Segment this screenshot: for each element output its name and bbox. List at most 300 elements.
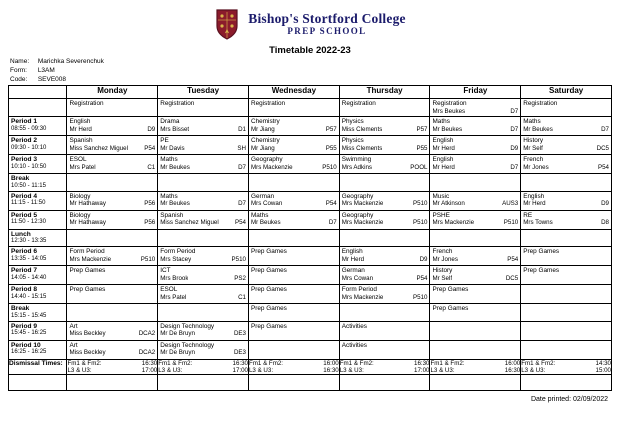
lesson-room: P510 [413,293,428,301]
lesson-subject: Prep Games [69,267,106,275]
lesson-cell-content [249,285,339,303]
lesson-subject: Prep Games [432,286,469,294]
lesson-cell-content [430,155,520,173]
lesson-detail [432,145,518,152]
lesson-room: D8 [601,219,609,227]
lesson-detail [160,275,246,282]
lesson-subject: French [432,248,453,256]
lesson-cell-content [67,117,157,135]
lesson-cell-content [249,304,339,320]
cell-wednesday-r2[interactable] [248,155,339,174]
cell-friday-r7[interactable] [430,247,521,266]
lesson-cell-content [521,117,611,135]
period-time: 08:55 - 09:30 [11,125,47,132]
period-label-cell [9,117,67,136]
grid-spacer-cell [339,374,430,390]
lesson-detail [251,200,337,207]
cell-thursday-r6[interactable] [339,229,430,246]
cell-thursday-r2[interactable] [339,155,430,174]
cell-wednesday-r11[interactable] [248,321,339,340]
cell-tuesday-r10[interactable] [158,304,249,321]
cell-tuesday-r7[interactable] [158,247,249,266]
cell-thursday-r4[interactable] [339,191,430,210]
dismissal-cell-monday [67,359,158,374]
cell-monday-r0[interactable] [67,117,158,136]
lesson-cell-content [249,341,339,359]
cell-friday-r6[interactable] [430,229,521,246]
cell-monday-r10[interactable] [67,304,158,321]
lesson-room: DC5 [596,144,609,152]
lesson-cell-content [158,285,248,303]
grid-spacer-row [9,374,612,390]
lesson-detail [432,200,518,207]
period-label-cell [9,304,67,321]
cell-saturday-r6[interactable] [521,229,612,246]
lesson-cell-content [67,211,157,229]
lesson-detail [160,256,246,263]
lesson-teacher: Mr Atkinson [432,200,465,208]
lesson-cell-content [521,230,611,246]
lesson-detail [342,164,428,171]
cell-tuesday-r5[interactable] [158,210,249,229]
lesson-cell-content [430,266,520,284]
period-row [9,191,612,210]
lesson-cell-content [521,174,611,190]
grid-spacer-cell [67,374,158,390]
period-time: 16:25 - 16:25 [11,349,47,356]
grid-spacer-cell [430,374,521,390]
period-row [9,285,612,304]
lesson-cell-content [430,117,520,135]
dismissal-line-fm [158,360,248,367]
cell-monday-r11[interactable] [67,321,158,340]
lesson-subject: Biology [69,211,91,219]
lesson-room: P54 [597,163,609,171]
cell-monday-r2[interactable] [67,155,158,174]
lesson-room: POOL [410,163,428,171]
period-label-content [9,211,66,227]
lesson-subject: English [432,156,454,164]
lesson-cell-content [521,192,611,210]
cell-friday-r11[interactable] [430,321,521,340]
lesson-subject: Maths [523,118,541,126]
period-label-cell [9,174,67,191]
page-title: Timetable 2022-23 [269,45,351,56]
lesson-cell-content [521,136,611,154]
registration-row-label [9,99,67,117]
lesson-subject: Prep Games [250,305,287,313]
period-row [9,247,612,266]
dismissal-cell-saturday [521,359,612,374]
lesson-subject: Maths [432,118,450,126]
cell-monday-r5[interactable] [67,210,158,229]
cell-wednesday-r9[interactable] [248,285,339,304]
lesson-cell-content [430,341,520,359]
cell-wednesday-r4[interactable] [248,191,339,210]
lesson-detail [523,164,609,171]
lesson-cell-content [521,341,611,359]
cell-wednesday-r7[interactable] [248,247,339,266]
lesson-teacher: Miss Sanchez Miguel [160,219,219,227]
cell-friday-r9[interactable] [430,285,521,304]
dismissal-value-fm: 14:30 [595,359,611,367]
lesson-teacher: Mr De Bruyn [160,330,195,338]
lesson-detail [523,126,609,133]
lesson-cell-content [340,155,430,173]
lesson-detail [342,275,428,282]
cell-tuesday-r2[interactable] [158,155,249,174]
lesson-subject: English [432,137,454,145]
period-label-content [9,341,66,357]
cell-tuesday-r11[interactable] [158,321,249,340]
registration-cell-content [67,99,157,116]
cell-monday-r1[interactable] [67,136,158,155]
cell-saturday-r9[interactable] [521,285,612,304]
registration-label: Registration [160,100,195,108]
lesson-detail [69,349,155,356]
registration-cell-thursday[interactable] [339,99,430,117]
lesson-detail [523,200,609,207]
lesson-room: DCA2 [138,349,156,357]
registration-label: Registration [341,100,376,108]
cell-monday-r3[interactable] [67,174,158,191]
period-label-content [9,230,66,246]
cell-saturday-r1[interactable] [521,136,612,155]
lesson-subject: Prep Games [432,305,469,313]
lesson-subject: History [432,267,453,275]
lesson-room: C1 [147,163,156,171]
period-name: Period 1 [11,118,38,126]
lesson-room: D7 [510,163,519,171]
lesson-cell-content [249,322,339,340]
cell-friday-r4[interactable] [430,191,521,210]
lesson-detail [160,126,246,133]
lesson-subject: Design Technology [160,322,215,330]
lesson-cell-content [430,136,520,154]
lesson-room: P55 [325,144,337,152]
cell-wednesday-r12[interactable] [248,340,339,359]
lesson-cell-content [340,322,430,340]
dismissal-key-l3u3: L3 & U3: [67,366,92,374]
lesson-teacher: Mr Herd [432,144,455,152]
cell-tuesday-r0[interactable] [158,117,249,136]
lesson-cell-content [67,230,157,246]
lesson-detail [251,126,337,133]
lesson-subject: Prep Games [250,286,287,294]
lesson-cell-content [67,192,157,210]
lesson-room: D9 [147,125,156,133]
cell-friday-r2[interactable] [430,155,521,174]
lesson-cell-content [340,211,430,229]
cell-saturday-r2[interactable] [521,155,612,174]
lesson-cell-content [249,174,339,190]
dismissal-value-fm: 16:30 [232,359,248,367]
period-time: 12:30 - 13:35 [11,238,47,245]
cell-tuesday-r3[interactable] [158,174,249,191]
cell-friday-r0[interactable] [430,117,521,136]
school-name: Bishop's Stortford College [248,10,406,26]
lesson-subject: Art [69,322,78,330]
period-time: 10:10 - 10:50 [11,163,47,170]
period-label-content [9,117,66,133]
dismissal-key-l3u3: L3 & U3: [158,366,183,374]
cell-friday-r3[interactable] [430,174,521,191]
cell-saturday-r11[interactable] [521,321,612,340]
cell-saturday-r12[interactable] [521,340,612,359]
cell-monday-r9[interactable] [67,285,158,304]
cell-tuesday-r4[interactable] [158,191,249,210]
meta-name-line [10,58,612,67]
lesson-room: D7 [510,125,519,133]
period-label-content [9,192,66,208]
cell-saturday-r5[interactable] [521,210,612,229]
day-header-saturday: Saturday [521,86,612,99]
lesson-cell-content [430,304,520,320]
period-time: 13:35 - 14:05 [11,255,47,262]
cell-friday-r1[interactable] [430,136,521,155]
lesson-cell-content [249,230,339,246]
cell-saturday-r8[interactable] [521,266,612,285]
period-label-cell [9,155,67,174]
lesson-cell-content [158,322,248,340]
registration-label: Registration [523,100,558,108]
lesson-cell-content [249,266,339,284]
registration-label: Registration [432,100,467,108]
cell-thursday-r3[interactable] [339,174,430,191]
dismissal-key-fm: Fm1 & Fm2: [67,359,102,367]
cell-monday-r12[interactable] [67,340,158,359]
registration-row [9,99,612,117]
lesson-cell-content [430,211,520,229]
registration-detail [432,108,518,115]
lesson-subject: Prep Games [69,286,106,294]
dismissal-key-l3u3: L3 & U3: [339,366,364,374]
period-time: 15:45 - 16:25 [11,330,47,337]
cell-wednesday-r10[interactable] [248,304,339,321]
cell-wednesday-r3[interactable] [248,174,339,191]
lesson-teacher: Mr Jiang [250,125,275,133]
break-row [9,174,612,191]
lesson-subject: History [523,137,544,145]
lesson-subject: Chemistry [250,137,280,145]
dismissal-key-fm: Fm1 & Fm2: [248,359,284,367]
cell-friday-r5[interactable] [430,210,521,229]
lesson-subject: RE [523,211,533,219]
period-name: Break [11,305,30,313]
period-name: Period 7 [11,267,38,275]
period-time: 09:30 - 10:10 [11,144,47,151]
lesson-detail [432,219,518,226]
lesson-subject: Chemistry [250,118,280,126]
cell-thursday-r12[interactable] [339,340,430,359]
lesson-teacher: Mr Beukes [250,219,281,227]
cell-wednesday-r0[interactable] [248,117,339,136]
period-label-content [9,285,66,301]
lesson-room: P54 [325,200,337,208]
period-time: 11:15 - 11:50 [11,200,46,207]
registration-cell-content [340,99,430,116]
dismissal-line-fm [521,360,611,367]
lesson-subject: Maths [250,211,269,219]
period-row [9,155,612,174]
lesson-detail [523,219,609,226]
lesson-cell-content [67,322,157,340]
registration-cell-tuesday[interactable] [158,99,249,117]
period-time: 11:50 - 12:30 [11,219,46,226]
cell-monday-r4[interactable] [67,191,158,210]
dismissal-value-l3u3: 17:00 [232,366,248,374]
period-label-content [9,266,66,282]
lesson-room: AUS3 [502,200,519,208]
period-label-content [9,136,66,152]
cell-wednesday-r8[interactable] [248,266,339,285]
lesson-detail [160,200,246,207]
lesson-subject: Geography [341,211,374,219]
cell-monday-r8[interactable] [67,266,158,285]
cell-wednesday-r6[interactable] [248,229,339,246]
lesson-subject: Biology [69,192,91,200]
lesson-cell-content [340,266,430,284]
lesson-detail [432,256,518,263]
dismissal-value-l3u3: 17:00 [414,366,430,374]
lesson-cell-content [249,136,339,154]
cell-thursday-r11[interactable] [339,321,430,340]
grid-spacer-cell [521,374,612,390]
lesson-cell-content [67,247,157,265]
registration-room: D7 [510,107,519,115]
cell-thursday-r7[interactable] [339,247,430,266]
lesson-room: D9 [419,255,428,263]
lesson-subject: Form Period [160,248,196,256]
lesson-teacher: Mr Herd [523,200,546,208]
dismissal-label: Dismissal Times: [9,359,63,367]
dismissal-cell-tuesday [158,359,249,374]
grid-corner [9,86,67,99]
lesson-cell-content [158,341,248,359]
lesson-teacher: Mr Herd [341,255,365,263]
lesson-cell-content [249,247,339,265]
lesson-subject: Prep Games [250,248,287,256]
lesson-cell-content [158,174,248,190]
dismissal-cell-thursday [339,359,430,374]
registration-cell-wednesday[interactable] [248,99,339,117]
cell-thursday-r9[interactable] [339,285,430,304]
lesson-cell-content [67,266,157,284]
cell-monday-r6[interactable] [67,229,158,246]
cell-saturday-r10[interactable] [521,304,612,321]
meta-name-value: Marichka Severenchuk [37,58,104,65]
cell-thursday-r10[interactable] [339,304,430,321]
registration-cell-saturday[interactable] [521,99,612,117]
lesson-subject: Spanish [160,211,184,219]
lesson-cell-content [158,304,248,320]
cell-thursday-r8[interactable] [339,266,430,285]
lesson-subject: Maths [160,192,178,200]
school-subtitle: PREP SCHOOL [287,25,367,36]
dismissal-label-cell [9,359,67,374]
dismissal-value-fm: 16:00 [323,359,339,367]
lesson-cell-content [158,247,248,265]
day-header-friday: Friday [430,86,521,99]
lesson-room: P55 [416,144,428,152]
cell-saturday-r7[interactable] [521,247,612,266]
lesson-teacher: Mrs Stacey [160,255,192,263]
lesson-detail [69,145,155,152]
lesson-cell-content [340,136,430,154]
school-crest-icon [214,8,240,40]
cell-wednesday-r5[interactable] [248,210,339,229]
lesson-subject: Prep Games [250,322,287,330]
break-row [9,229,612,246]
lesson-cell-content [340,304,430,320]
lesson-subject: Geography [250,156,283,164]
period-name: Period 10 [11,341,41,349]
lesson-cell-content [430,230,520,246]
period-label-content [9,155,66,171]
cell-tuesday-r9[interactable] [158,285,249,304]
lesson-cell-content [158,136,248,154]
registration-label: Registration [250,100,286,108]
lesson-teacher: Miss Clements [341,144,383,152]
registration-cell-friday[interactable] [430,99,521,117]
lesson-cell-content [521,304,611,320]
dismissal-line-fm [249,360,339,367]
cell-monday-r7[interactable] [67,247,158,266]
cell-tuesday-r8[interactable] [158,266,249,285]
meta-code-value: SEVE008 [37,75,66,83]
cell-thursday-r1[interactable] [339,136,430,155]
lesson-room: D9 [601,200,609,208]
printed-date: Date printed: 02/09/2022 [530,395,608,403]
cell-saturday-r0[interactable] [521,117,612,136]
cell-thursday-r5[interactable] [339,210,430,229]
cell-thursday-r0[interactable] [339,117,430,136]
cell-saturday-r3[interactable] [521,174,612,191]
cell-tuesday-r12[interactable] [158,340,249,359]
day-header-row [9,86,612,99]
lesson-teacher: Mrs Mackenzie [341,200,384,208]
lesson-cell-content [521,211,611,229]
cell-friday-r12[interactable] [430,340,521,359]
lesson-room: P54 [144,144,156,152]
lesson-teacher: Mrs Mackenzie [250,163,293,171]
cell-tuesday-r1[interactable] [158,136,249,155]
cell-wednesday-r1[interactable] [248,136,339,155]
dismissal-line-l3u3 [67,367,157,374]
cell-saturday-r4[interactable] [521,191,612,210]
lesson-room: PS2 [234,274,246,282]
lesson-room: P56 [144,219,156,227]
cell-tuesday-r6[interactable] [158,229,249,246]
lesson-room: P57 [416,125,428,133]
period-name: Period 4 [11,192,38,200]
lesson-subject: ESOL [160,286,178,294]
dismissal-value-fm: 16:30 [141,359,158,367]
lesson-subject: Music [432,192,450,200]
lesson-cell-content [67,341,157,359]
meta-code-label: Code: [10,75,28,83]
period-label-cell [9,136,67,155]
cell-friday-r10[interactable] [430,304,521,321]
lesson-teacher: Miss Beckley [69,330,106,338]
lesson-room: P510 [322,163,337,171]
dismissal-value-fm: 16:30 [414,359,430,367]
lesson-detail [342,126,428,133]
cell-friday-r8[interactable] [430,266,521,285]
lesson-detail [69,126,155,133]
registration-cell-monday[interactable] [67,99,158,117]
lesson-subject: Activities [341,322,367,330]
